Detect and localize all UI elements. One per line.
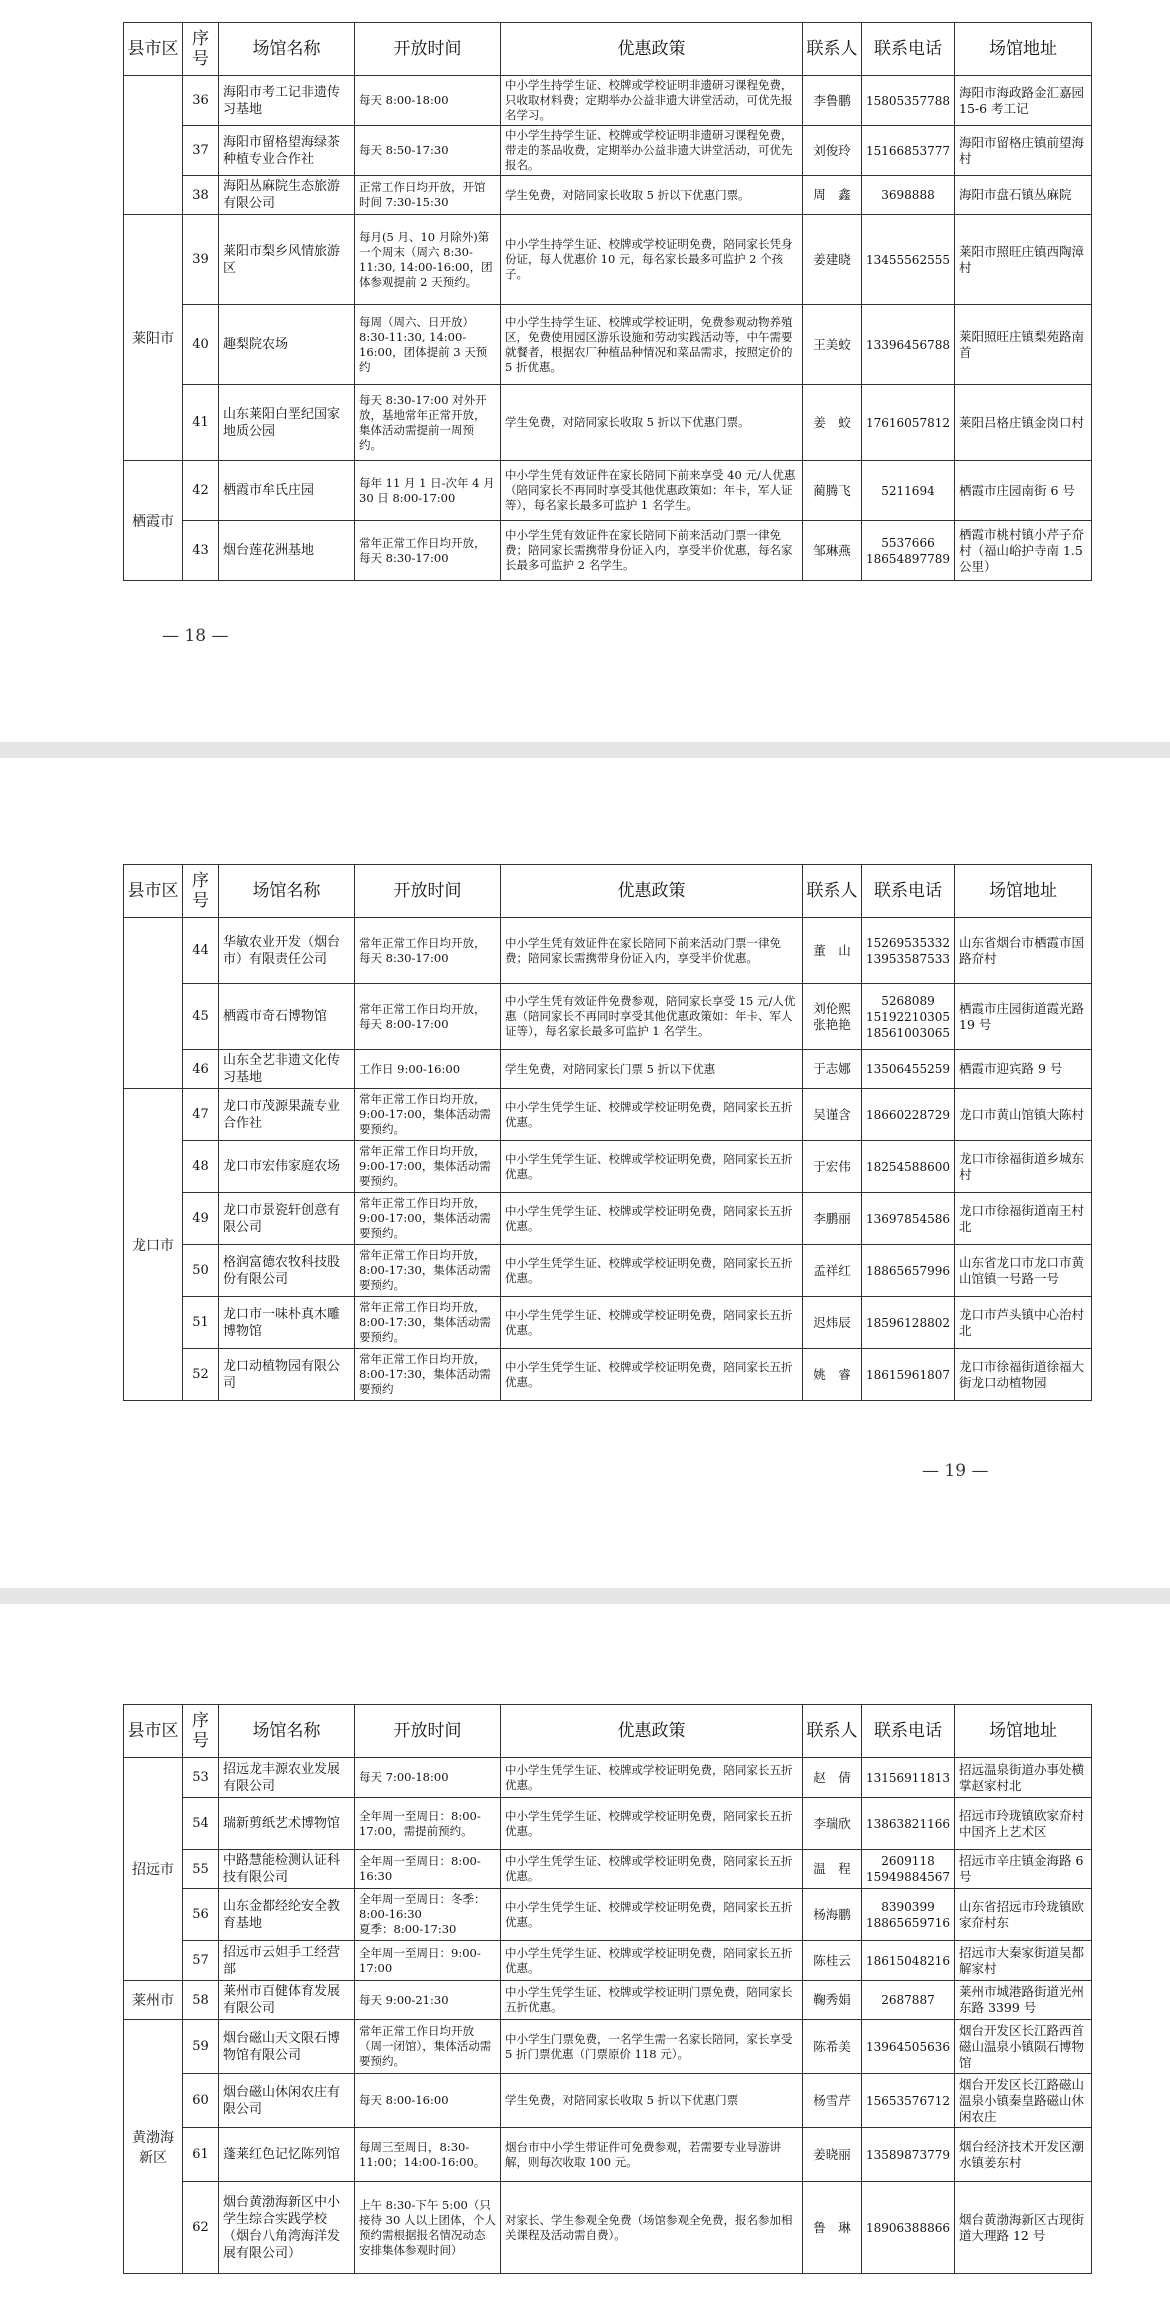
table-header [124,23,1092,76]
header-contact: 联系人 [803,865,862,918]
contact-person: 姜晓丽 [803,2128,862,2182]
discount-policy: 学生免费，对陪同家长收取 5 折以下优惠门票。 [501,176,803,215]
venue-name: 龙口动植物园有限公司 [219,1349,355,1401]
contact-person: 鲁 琳 [803,2182,862,2274]
header-county: 县市区 [124,865,183,918]
venue-address: 招远市辛庄镇金海路 6 号 [955,1850,1092,1889]
opening-hours: 常年正常工作日均开放，每天 8:00-17:00 [355,984,501,1050]
venue-address: 山东省招远市玲珑镇欧家夼村东 [955,1889,1092,1941]
discount-policy: 对家长、学生参观全免费（场馆参观全免费，报名参加相关课程及活动需自费）。 [501,2182,803,2274]
venue-name: 龙口市茂源果蔬专业合作社 [219,1089,355,1141]
table-row [124,76,1092,126]
contact-person: 温 程 [803,1850,862,1889]
table-row [124,918,1092,984]
table-row [124,1798,1092,1850]
opening-hours: 全年周一至周日：8:00-17:00，需提前预约。 [355,1798,501,1850]
header-contact: 联系人 [803,23,862,76]
venue-address: 栖霞市庄园南街 6 号 [955,461,1092,521]
table-row [124,1981,1092,2020]
table-row [124,1141,1092,1193]
discount-policy: 中小学生凭学生证、校牌或学校证明免费，陪同家长五折优惠。 [501,1758,803,1798]
venue-address: 海阳市盘石镇丛麻院 [955,176,1092,215]
row-number: 51 [183,1297,219,1349]
row-number: 43 [183,521,219,581]
venue-name: 龙口市景瓷轩创意有限公司 [219,1193,355,1245]
contact-person: 杨海鹏 [803,1889,862,1941]
venue-table [123,22,1092,581]
table-header [124,1705,1092,1758]
venue-name: 烟台黄渤海新区中小学生综合实践学校（烟台八角湾海洋发展有限公司） [219,2182,355,2274]
contact-phone: 13156911813 [862,1758,955,1798]
venue-name: 烟台磁山休闲农庄有限公司 [219,2074,355,2128]
county-cell [124,918,183,1089]
contact-person: 于宏伟 [803,1141,862,1193]
contact-phone: 18596128802 [862,1297,955,1349]
header-phone: 联系电话 [862,865,955,918]
venue-name: 海阳市留格望海绿茶种植专业合作社 [219,126,355,176]
header-venue-name: 场馆名称 [219,1705,355,1758]
opening-hours: 每天 8:50-17:30 [355,126,501,176]
contact-person: 蔺腾飞 [803,461,862,521]
contact-phone: 5211694 [862,461,955,521]
venue-address: 龙口市徐福街道乡城东村 [955,1141,1092,1193]
contact-phone: 18660228729 [862,1089,955,1141]
table-row [124,385,1092,461]
contact-phone: 5537666 18654897789 [862,521,955,581]
venue-address: 龙口市黄山馆镇大陈村 [955,1089,1092,1141]
row-number: 50 [183,1245,219,1297]
venue-address: 烟台经济技术开发区潮水镇姜东村 [955,2128,1092,2182]
discount-policy: 中小学生凭学生证、校牌或学校证明免费，陪同家长五折优惠。 [501,1798,803,1850]
table-row [124,176,1092,215]
document-page-20 [0,1604,1170,2311]
discount-policy: 中小学生凭学生证、校牌或学校证明免费，陪同家长五折优惠。 [501,1193,803,1245]
venue-address: 烟台开发区长江路磁山温泉小镇秦皇路磁山休闲农庄 [955,2074,1092,2128]
row-number: 39 [183,215,219,305]
discount-policy: 中小学生凭有效证件在家长陪同下前来活动门票一律免费；陪同家长需携带身份证入内，享受半价优惠，每名家长最多可监护 2 名学生。 [501,521,803,581]
discount-policy: 学生免费，对陪同家长收取 5 折以下优惠门票 [501,2074,803,2128]
contact-person: 王美蛟 [803,305,862,385]
table-row [124,1941,1092,1981]
table-row [124,1850,1092,1889]
venue-table [123,1704,1092,2274]
venue-name: 栖霞市奇石博物馆 [219,984,355,1050]
table-row [124,1050,1092,1089]
header-contact: 联系人 [803,1705,862,1758]
venue-address: 招远市玲珑镇欧家夼村中国齐上艺术区 [955,1798,1092,1850]
row-number: 36 [183,76,219,126]
table-row [124,2182,1092,2274]
header-address: 场馆地址 [955,23,1092,76]
opening-hours: 正常工作日均开放，开馆时间 7:30-15:30 [355,176,501,215]
opening-hours: 全年周一至周日：9:00-17:00 [355,1941,501,1981]
table-row [124,305,1092,385]
contact-person: 杨雪芹 [803,2074,862,2128]
venue-address: 栖霞市桃村镇小芹子夼村（福山峪护寺南 1.5 公里） [955,521,1092,581]
opening-hours: 每天 8:30-17:00 对外开放，基地常年正常开放，集体活动需提前一周预约。 [355,385,501,461]
opening-hours: 全年周一至周日：8:00-16:30 [355,1850,501,1889]
contact-phone: 13396456788 [862,305,955,385]
venue-address: 莱阳照旺庄镇梨苑路南首 [955,305,1092,385]
venue-address: 莱阳吕格庄镇金岗口村 [955,385,1092,461]
venue-address: 龙口市徐福街道徐福大街龙口动植物园 [955,1349,1092,1401]
table-row [124,2128,1092,2182]
header-number: 序号 [183,1705,219,1758]
header-county: 县市区 [124,23,183,76]
county-cell: 招远市 [124,1758,183,1981]
row-number: 41 [183,385,219,461]
table-row [124,2074,1092,2128]
contact-person: 吴谨含 [803,1089,862,1141]
contact-person: 李瑞欣 [803,1798,862,1850]
discount-policy: 中小学生门票免费，一名学生需一名家长陪同，家长享受 5 折门票优惠（门票原价 118 元）。 [501,2020,803,2074]
venue-name: 烟台莲花洲基地 [219,521,355,581]
opening-hours: 常年正常工作日均开放，9:00-17:00，集体活动需要预约。 [355,1193,501,1245]
contact-phone: 13964505636 [862,2020,955,2074]
discount-policy: 中小学生凭学生证、校牌或学校证明免费，陪同家长五折优惠。 [501,1941,803,1981]
contact-phone: 18906388866 [862,2182,955,2274]
row-number: 55 [183,1850,219,1889]
contact-person: 鞠秀娟 [803,1981,862,2020]
discount-policy: 中小学生凭有效证件免费参观，陪同家长享受 15 元/人优惠（陪同家长不再同时享受其他优惠政策如：年卡、军人证等），每名家长最多可监护 1 名学生。 [501,984,803,1050]
table-row [124,984,1092,1050]
contact-phone: 13863821166 [862,1798,955,1850]
contact-person: 刘俊玲 [803,126,862,176]
header-number: 序号 [183,865,219,918]
header-opening-hours: 开放时间 [355,23,501,76]
table-row [124,126,1092,176]
header-address: 场馆地址 [955,865,1092,918]
opening-hours: 每月(5 月、10 月除外)第一个周末（周六 8:30-11:30, 14:00-16:00，团体参观提前 2 天预约。 [355,215,501,305]
venue-name: 栖霞市牟氏庄园 [219,461,355,521]
opening-hours: 常年正常工作日均开放，每天 8:30-17:00 [355,521,501,581]
row-number: 49 [183,1193,219,1245]
opening-hours: 每天 7:00-18:00 [355,1758,501,1798]
contact-person: 孟祥红 [803,1245,862,1297]
venue-name: 烟台磁山天文限石博物馆有限公司 [219,2020,355,2074]
page-number: — 18 — [162,626,229,646]
contact-person: 邹琳燕 [803,521,862,581]
table-row [124,1089,1092,1141]
discount-policy: 中小学生凭有效证件在家长陪同下前来活动门票一律免费；陪同家长需携带身份证入内，享受半价优惠。 [501,918,803,984]
venue-name: 瑞新剪纸艺术博物馆 [219,1798,355,1850]
opening-hours: 每天 8:00-18:00 [355,76,501,126]
discount-policy: 中小学生凭有效证件在家长陪同下前来享受 40 元/人优惠（陪同家长不再同时享受其他优惠政策如：年卡，军人证等），每名家长最多可监护 1 名学生。 [501,461,803,521]
header-venue-name: 场馆名称 [219,23,355,76]
venue-name: 山东莱阳白垩纪国家地质公园 [219,385,355,461]
header-discount-policy: 优惠政策 [501,23,803,76]
contact-person: 周 鑫 [803,176,862,215]
row-number: 54 [183,1798,219,1850]
venue-address: 招远温泉街道办事处横掌赵家村北 [955,1758,1092,1798]
venue-address: 莱阳市照旺庄镇西陶漳村 [955,215,1092,305]
contact-person: 李鹏丽 [803,1193,862,1245]
venue-name: 莱州市百健体育发展有限公司 [219,1981,355,2020]
venue-name: 山东全艺非遗文化传习基地 [219,1050,355,1089]
row-number: 58 [183,1981,219,2020]
contact-phone: 13506455259 [862,1050,955,1089]
row-number: 40 [183,305,219,385]
row-number: 37 [183,126,219,176]
discount-policy: 中小学生凭学生证、校牌或学校证明免费，陪同家长五折优惠。 [501,1850,803,1889]
venue-address: 烟台开发区长江路西首磁山温泉小镇陨石博物馆 [955,2020,1092,2074]
opening-hours: 上午 8:30-下午 5:00（只接待 30 人以上团体，个人预约需根据报名情况动态安排集体参观时间） [355,2182,501,2274]
opening-hours: 每天 9:00-21:30 [355,1981,501,2020]
county-cell: 龙口市 [124,1089,183,1401]
opening-hours: 常年正常工作日均开放，每天 8:30-17:00 [355,918,501,984]
table-row [124,2020,1092,2074]
venue-name: 华敏农业开发（烟台市）有限责任公司 [219,918,355,984]
county-cell: 莱阳市 [124,215,183,461]
contact-phone: 18865657996 [862,1245,955,1297]
venue-address: 龙口市芦头镇中心治村北 [955,1297,1092,1349]
table-row [124,1193,1092,1245]
contact-phone: 8390399 18865659716 [862,1889,955,1941]
table-row [124,461,1092,521]
contact-phone: 15166853777 [862,126,955,176]
opening-hours: 常年正常工作日均开放，8:00-17:30，集体活动需要预约 [355,1349,501,1401]
page-number: — 19 — [922,1461,989,1481]
contact-person: 姜 蛟 [803,385,862,461]
document-page-18 [0,0,1170,742]
county-cell: 黄渤海新区 [124,2020,183,2274]
opening-hours: 常年正常工作日均开放，9:00-17:00，集体活动需要预约。 [355,1089,501,1141]
discount-policy: 中小学生持学生证、校牌或学校证明免费，陪同家长凭身份证，每人优惠价 10 元，每名家长最多可监护 2 个孩子。 [501,215,803,305]
discount-policy: 中小学生凭学生证、校牌或学校证明免费，陪同家长五折优惠。 [501,1245,803,1297]
contact-person: 李鲁鹏 [803,76,862,126]
header-opening-hours: 开放时间 [355,1705,501,1758]
header-phone: 联系电话 [862,23,955,76]
discount-policy: 中小学生持学生证、校牌或学校证明非遗研习课程免费，带走的茶品收费，定期举办公益非遗大讲堂活动，可优先报名。 [501,126,803,176]
opening-hours: 每周三至周日，8:30-11:00；14:00-16:00。 [355,2128,501,2182]
discount-policy: 中小学生持学生证、校牌或学校证明非遗研习课程免费，只收取材料费；定期举办公益非遗大讲堂活动，可优先报名学习。 [501,76,803,126]
table-row [124,1245,1092,1297]
contact-phone: 2687887 [862,1981,955,2020]
contact-phone: 15653576712 [862,2074,955,2128]
venue-address: 莱州市城港路街道光州东路 3399 号 [955,1981,1092,2020]
discount-policy: 中小学生凭学生证、校牌或学校证明免费，陪同家长五折优惠。 [501,1349,803,1401]
contact-person: 于志娜 [803,1050,862,1089]
contact-phone: 15269535332 13953587533 [862,918,955,984]
table-row [124,1758,1092,1798]
venue-name: 格润富德农牧科技股份有限公司 [219,1245,355,1297]
discount-policy: 学生免费，对陪同家长门票 5 折以下优惠 [501,1050,803,1089]
county-cell: 栖霞市 [124,461,183,581]
discount-policy: 中小学生凭学生证、校牌或学校证明免费，陪同家长五折优惠。 [501,1297,803,1349]
contact-phone: 13697854586 [862,1193,955,1245]
opening-hours: 常年正常工作日均开放，8:00-17:30，集体活动需要预约。 [355,1297,501,1349]
venue-name: 招远龙丰源农业发展有限公司 [219,1758,355,1798]
venue-address: 海阳市海政路金汇嘉园 15-6 考工记 [955,76,1092,126]
opening-hours: 常年正常工作日均开放，8:00-17:30，集体活动需要预约。 [355,1245,501,1297]
venue-name: 龙口市一味朴真木雕博物馆 [219,1297,355,1349]
contact-phone: 18615961807 [862,1349,955,1401]
row-number: 46 [183,1050,219,1089]
table-row [124,1349,1092,1401]
contact-phone: 3698888 [862,176,955,215]
row-number: 56 [183,1889,219,1941]
venue-name: 莱阳市梨乡风情旅游区 [219,215,355,305]
venue-address: 栖霞市庄园街道霞光路 19 号 [955,984,1092,1050]
row-number: 45 [183,984,219,1050]
contact-phone: 13589873779 [862,2128,955,2182]
county-cell [124,76,183,215]
venue-name: 中路慧能检测认证科技有限公司 [219,1850,355,1889]
header-number: 序号 [183,23,219,76]
opening-hours: 每天 8:00-16:00 [355,2074,501,2128]
opening-hours: 常年正常工作日均开放（周一闭馆），集体活动需要预约。 [355,2020,501,2074]
header-opening-hours: 开放时间 [355,865,501,918]
contact-person: 迟炜辰 [803,1297,862,1349]
table-row [124,1889,1092,1941]
venue-address: 山东省烟台市栖霞市国路夼村 [955,918,1092,984]
row-number: 53 [183,1758,219,1798]
venue-address: 栖霞市迎宾路 9 号 [955,1050,1092,1089]
header-discount-policy: 优惠政策 [501,865,803,918]
discount-policy: 中小学生凭学生证、校牌或学校证明免费，陪同家长五折优惠。 [501,1089,803,1141]
row-number: 48 [183,1141,219,1193]
header-phone: 联系电话 [862,1705,955,1758]
discount-policy: 烟台市中小学生带证件可免费参观，若需要专业导游讲解，则每次收取 100 元。 [501,2128,803,2182]
header-address: 场馆地址 [955,1705,1092,1758]
county-cell: 莱州市 [124,1981,183,2020]
opening-hours: 工作日 9:00-16:00 [355,1050,501,1089]
row-number: 38 [183,176,219,215]
row-number: 47 [183,1089,219,1141]
table-row [124,215,1092,305]
opening-hours: 每周（周六、日开放）8:30-11:30, 14:00-16:00，团体提前 3 天预约 [355,305,501,385]
opening-hours: 每年 11 月 1 日-次年 4 月 30 日 8:00-17:00 [355,461,501,521]
row-number: 42 [183,461,219,521]
discount-policy: 中小学生凭学生证、校牌或学校证明门票免费，陪同家长五折优惠。 [501,1981,803,2020]
contact-phone: 18615048216 [862,1941,955,1981]
venue-name: 海阳市考工记非遗传习基地 [219,76,355,126]
header-venue-name: 场馆名称 [219,865,355,918]
opening-hours: 常年正常工作日均开放，9:00-17:00，集体活动需要预约。 [355,1141,501,1193]
table-header [124,865,1092,918]
document-page-19 [0,758,1170,1588]
table-row [124,521,1092,581]
venue-name: 招远市云妲手工经营部 [219,1941,355,1981]
contact-phone: 13455562555 [862,215,955,305]
venue-address: 烟台黄渤海新区古现街道大理路 12 号 [955,2182,1092,2274]
contact-person: 赵 倩 [803,1758,862,1798]
header-county: 县市区 [124,1705,183,1758]
discount-policy: 学生免费，对陪同家长收取 5 折以下优惠门票。 [501,385,803,461]
contact-phone: 5268089 15192210305 18561003065 [862,984,955,1050]
venue-address: 海阳市留格庄镇前望海村 [955,126,1092,176]
venue-table [123,864,1092,1401]
row-number: 60 [183,2074,219,2128]
row-number: 62 [183,2182,219,2274]
contact-person: 刘伦熙 张艳艳 [803,984,862,1050]
venue-address: 招远市大秦家街道吴都解家村 [955,1941,1092,1981]
contact-person: 陈希美 [803,2020,862,2074]
contact-person: 姚 睿 [803,1349,862,1401]
discount-policy: 中小学生凭学生证、校牌或学校证明免费，陪同家长五折优惠。 [501,1889,803,1941]
venue-name: 趣梨院农场 [219,305,355,385]
venue-address: 山东省龙口市龙口市黄山馆镇一号路一号 [955,1245,1092,1297]
row-number: 52 [183,1349,219,1401]
contact-phone: 15805357788 [862,76,955,126]
venue-name: 海阳丛麻院生态旅游有限公司 [219,176,355,215]
table-row [124,1297,1092,1349]
discount-policy: 中小学生持学生证、校牌或学校证明，免费参观动物养殖区，免费使用园区游乐设施和劳动实践活动等，中午需要就餐者，根据农厂种植品种情况和菜品需求，按照定价的 5 折优惠。 [501,305,803,385]
contact-person: 陈桂云 [803,1941,862,1981]
contact-person: 姜建晓 [803,215,862,305]
venue-name: 龙口市宏伟家庭农场 [219,1141,355,1193]
venue-name: 山东金都经纶安全教育基地 [219,1889,355,1941]
venue-address: 龙口市徐福街道南王村北 [955,1193,1092,1245]
venue-name: 蓬莱红色记忆陈列馆 [219,2128,355,2182]
row-number: 61 [183,2128,219,2182]
opening-hours: 全年周一至周日：冬季：8:00-16:30 夏季：8:00-17:30 [355,1889,501,1941]
row-number: 59 [183,2020,219,2074]
discount-policy: 中小学生凭学生证、校牌或学校证明免费，陪同家长五折优惠。 [501,1141,803,1193]
header-discount-policy: 优惠政策 [501,1705,803,1758]
contact-phone: 18254588600 [862,1141,955,1193]
row-number: 57 [183,1941,219,1981]
row-number: 44 [183,918,219,984]
contact-person: 董 山 [803,918,862,984]
contact-phone: 2609118 15949884567 [862,1850,955,1889]
contact-phone: 17616057812 [862,385,955,461]
